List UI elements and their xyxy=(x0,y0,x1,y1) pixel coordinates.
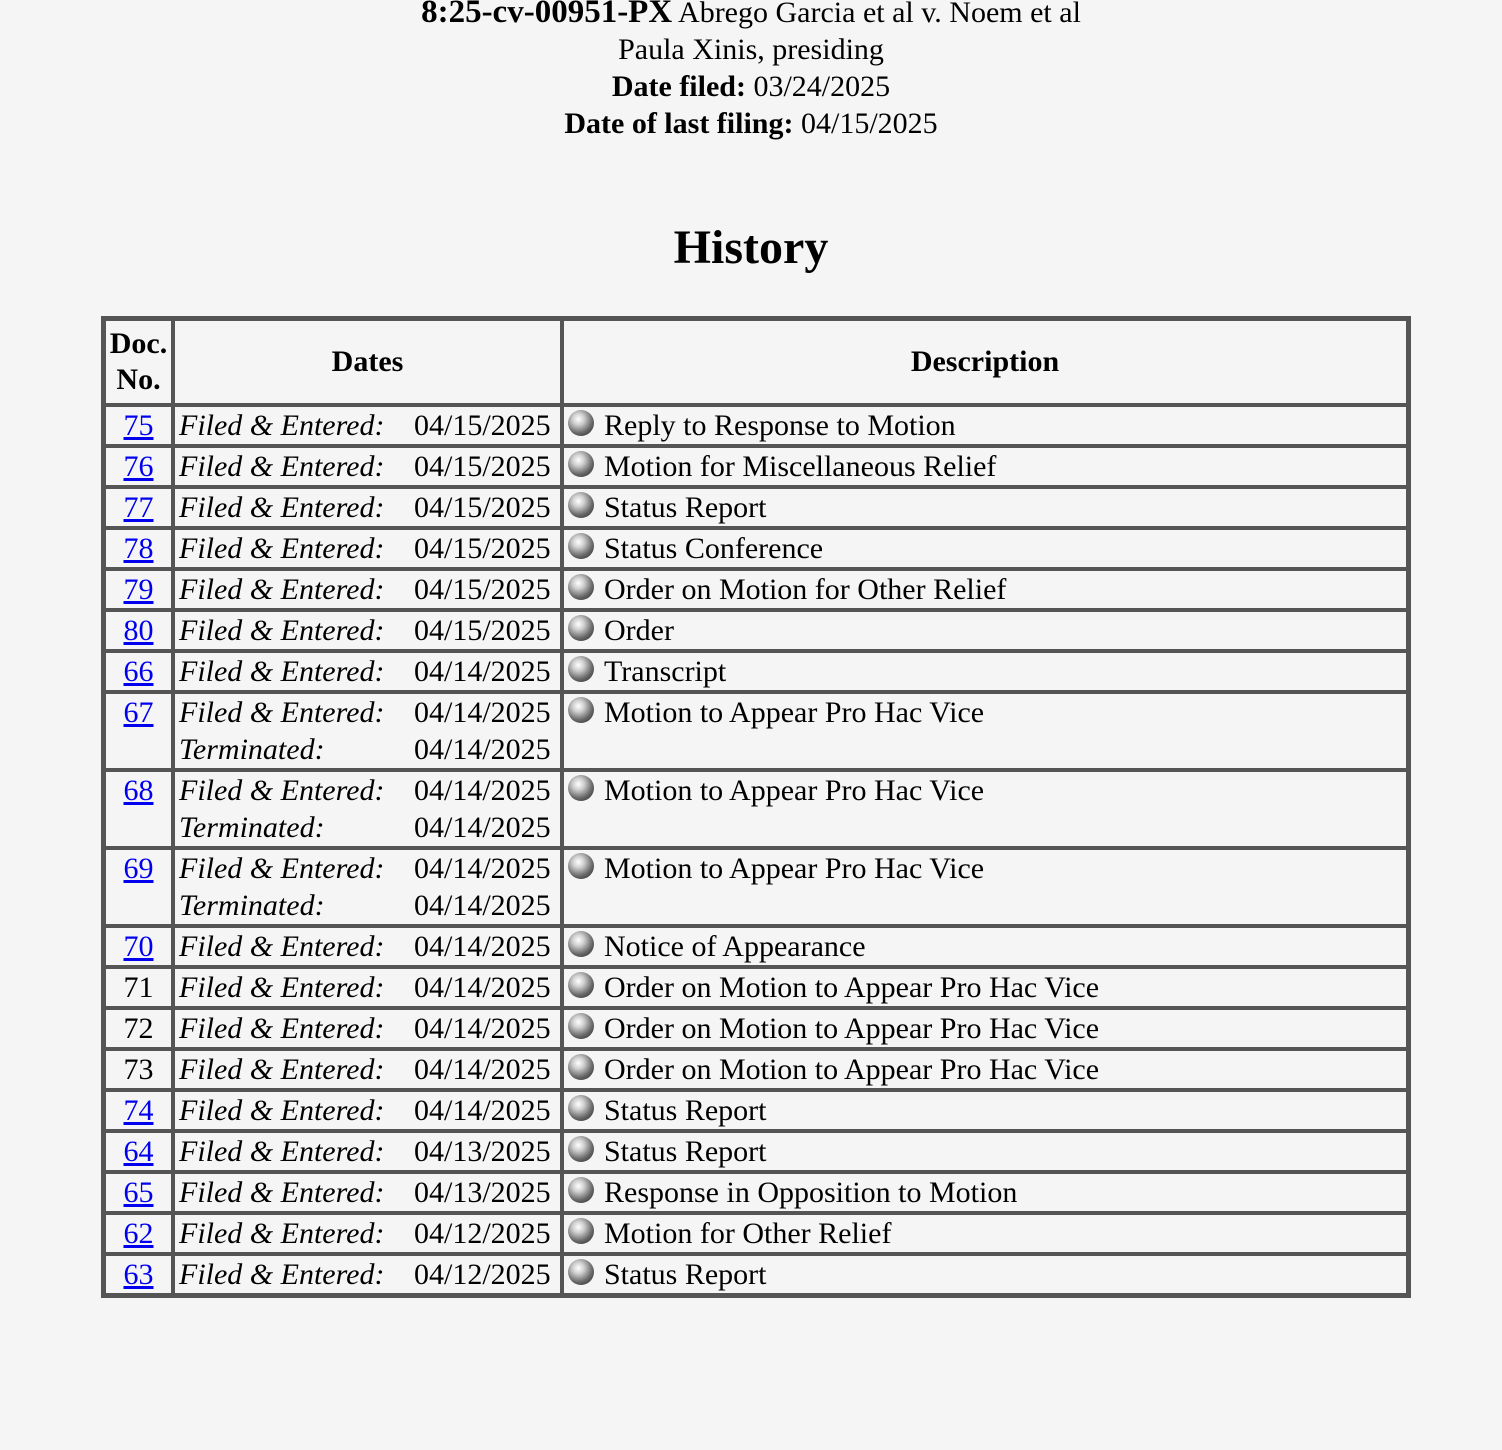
doc-no-cell xyxy=(104,1008,173,1049)
case-caption xyxy=(0,0,1502,31)
date-value: 04/14/2025 xyxy=(414,1094,551,1127)
doc-no-cell xyxy=(104,569,173,610)
description-text: Order on Motion to Appear Pro Hac Vice xyxy=(604,971,1100,1004)
doc-link[interactable]: 65 xyxy=(123,1176,154,1209)
description-cell xyxy=(562,569,1408,610)
table-row xyxy=(104,1213,1408,1254)
date-label: Filed & Entered: xyxy=(179,971,385,1004)
date-line xyxy=(179,448,556,485)
description-cell xyxy=(562,1008,1408,1049)
dates-cell xyxy=(173,651,562,692)
description-cell xyxy=(562,1131,1408,1172)
globe-icon[interactable] xyxy=(568,656,594,682)
globe-icon[interactable] xyxy=(568,1095,594,1121)
date-value: 04/12/2025 xyxy=(414,1258,551,1291)
globe-icon[interactable] xyxy=(568,1259,594,1285)
doc-link[interactable]: 70 xyxy=(123,930,154,963)
doc-no-cell xyxy=(104,1172,173,1213)
dates-cell xyxy=(173,926,562,967)
description-text: Reply to Response to Motion xyxy=(604,409,956,442)
doc-no-cell xyxy=(104,692,173,770)
date-value: 04/13/2025 xyxy=(414,1135,551,1168)
dates-cell xyxy=(173,848,562,926)
doc-link[interactable]: 69 xyxy=(123,852,154,885)
globe-icon[interactable] xyxy=(568,1136,594,1162)
doc-number: 71 xyxy=(123,971,154,1004)
doc-number: 73 xyxy=(123,1053,154,1086)
table-row xyxy=(104,1049,1408,1090)
table-row xyxy=(104,610,1408,651)
date-value: 04/14/2025 xyxy=(414,889,551,922)
doc-link[interactable]: 79 xyxy=(123,573,154,606)
dates-cell xyxy=(173,967,562,1008)
globe-icon[interactable] xyxy=(568,697,594,723)
date-value: 04/14/2025 xyxy=(414,971,551,1004)
date-value: 04/14/2025 xyxy=(414,655,551,688)
doc-link[interactable]: 80 xyxy=(123,614,154,647)
date-label: Filed & Entered: xyxy=(179,532,385,565)
date-last-filing-label: Date of last filing: xyxy=(564,107,794,140)
doc-no-cell xyxy=(104,1131,173,1172)
doc-no-cell xyxy=(104,848,173,926)
date-line xyxy=(179,530,556,567)
doc-no-header-line1: Doc. xyxy=(109,327,168,360)
date-label: Terminated: xyxy=(179,889,325,922)
description-text: Response in Opposition to Motion xyxy=(604,1176,1018,1209)
date-last-filing xyxy=(0,105,1502,142)
docket-body xyxy=(104,405,1408,1295)
date-line xyxy=(179,772,556,809)
date-line xyxy=(179,1256,556,1293)
dates-cell xyxy=(173,1213,562,1254)
globe-icon[interactable] xyxy=(568,410,594,436)
date-label: Filed & Entered: xyxy=(179,1094,385,1127)
doc-link[interactable]: 62 xyxy=(123,1217,154,1250)
date-label: Filed & Entered: xyxy=(179,409,385,442)
history-title: History xyxy=(673,221,829,274)
description-text: Status Conference xyxy=(604,532,824,565)
doc-no-cell xyxy=(104,770,173,848)
date-value: 04/14/2025 xyxy=(414,930,551,963)
date-label: Filed & Entered: xyxy=(179,774,385,807)
description-text: Status Report xyxy=(604,491,767,524)
date-filed-label: Date filed: xyxy=(611,70,746,103)
date-line xyxy=(179,653,556,690)
doc-link[interactable]: 77 xyxy=(123,491,154,524)
doc-no-header xyxy=(104,319,173,405)
table-row xyxy=(104,446,1408,487)
globe-icon[interactable] xyxy=(568,574,594,600)
description-cell xyxy=(562,651,1408,692)
description-cell xyxy=(562,1090,1408,1131)
date-line xyxy=(179,1174,556,1211)
doc-link[interactable]: 68 xyxy=(123,774,154,807)
description-cell xyxy=(562,926,1408,967)
date-line xyxy=(179,489,556,526)
table-row xyxy=(104,487,1408,528)
description-text: Motion for Miscellaneous Relief xyxy=(604,450,997,483)
description-text: Order on Motion for Other Relief xyxy=(604,573,1007,606)
table-row xyxy=(104,967,1408,1008)
date-filed-value: 03/24/2025 xyxy=(753,70,891,103)
globe-icon[interactable] xyxy=(568,533,594,559)
description-cell xyxy=(562,1172,1408,1213)
doc-no-header-line2: No. xyxy=(116,363,161,396)
description-cell xyxy=(562,1254,1408,1295)
date-label: Filed & Entered: xyxy=(179,1217,385,1250)
doc-link[interactable]: 74 xyxy=(123,1094,154,1127)
date-value: 04/14/2025 xyxy=(414,852,551,885)
table-row xyxy=(104,1090,1408,1131)
description-cell xyxy=(562,1213,1408,1254)
description-cell xyxy=(562,692,1408,770)
date-value: 04/13/2025 xyxy=(414,1176,551,1209)
doc-no-cell xyxy=(104,1049,173,1090)
description-text: Motion for Other Relief xyxy=(604,1217,892,1250)
date-line xyxy=(179,1215,556,1252)
case-number: 8:25-cv-00951-PX xyxy=(421,0,673,30)
date-value: 04/15/2025 xyxy=(414,491,551,524)
date-label: Terminated: xyxy=(179,733,325,766)
table-row xyxy=(104,848,1408,926)
description-text: Order on Motion to Appear Pro Hac Vice xyxy=(604,1053,1100,1086)
date-label: Filed & Entered: xyxy=(179,1176,385,1209)
table-row xyxy=(104,528,1408,569)
description-header: Description xyxy=(562,319,1408,405)
doc-link[interactable]: 76 xyxy=(123,450,154,483)
dates-cell xyxy=(173,692,562,770)
date-label: Filed & Entered: xyxy=(179,573,385,606)
date-line xyxy=(179,809,556,846)
description-cell xyxy=(562,1049,1408,1090)
table-row xyxy=(104,1131,1408,1172)
dates-cell xyxy=(173,446,562,487)
description-text: Order on Motion to Appear Pro Hac Vice xyxy=(604,1012,1100,1045)
table-row xyxy=(104,405,1408,446)
description-cell xyxy=(562,967,1408,1008)
table-row xyxy=(104,1172,1408,1213)
date-label: Filed & Entered: xyxy=(179,614,385,647)
table-row xyxy=(104,770,1408,848)
doc-no-cell xyxy=(104,610,173,651)
doc-no-cell xyxy=(104,967,173,1008)
globe-icon[interactable] xyxy=(568,853,594,879)
description-text: Motion to Appear Pro Hac Vice xyxy=(604,852,985,885)
date-line xyxy=(179,1092,556,1129)
globe-icon[interactable] xyxy=(568,615,594,641)
table-row xyxy=(104,1008,1408,1049)
date-label: Filed & Entered: xyxy=(179,450,385,483)
description-text: Motion to Appear Pro Hac Vice xyxy=(604,696,985,729)
description-cell xyxy=(562,770,1408,848)
description-cell xyxy=(562,487,1408,528)
dates-cell xyxy=(173,770,562,848)
table-row xyxy=(104,651,1408,692)
dates-cell xyxy=(173,1049,562,1090)
date-line xyxy=(179,1010,556,1047)
date-line xyxy=(179,694,556,731)
doc-link[interactable]: 78 xyxy=(123,532,154,565)
date-value: 04/15/2025 xyxy=(414,614,551,647)
description-cell xyxy=(562,528,1408,569)
globe-icon[interactable] xyxy=(568,931,594,957)
doc-link[interactable]: 67 xyxy=(123,696,154,729)
description-cell xyxy=(562,446,1408,487)
description-text: Status Report xyxy=(604,1135,767,1168)
date-label: Filed & Entered: xyxy=(179,1053,385,1086)
date-label: Filed & Entered: xyxy=(179,1258,385,1291)
date-line xyxy=(179,969,556,1006)
table-row xyxy=(104,692,1408,770)
doc-no-cell xyxy=(104,487,173,528)
description-cell xyxy=(562,405,1408,446)
description-text: Transcript xyxy=(604,655,727,688)
table-header-row xyxy=(104,319,1408,405)
dates-cell xyxy=(173,1131,562,1172)
dates-cell xyxy=(173,1090,562,1131)
doc-link[interactable]: 75 xyxy=(123,409,154,442)
description-text: Status Report xyxy=(604,1258,767,1291)
date-value: 04/14/2025 xyxy=(414,696,551,729)
dates-cell xyxy=(173,487,562,528)
globe-icon[interactable] xyxy=(568,1013,594,1039)
date-value: 04/15/2025 xyxy=(414,409,551,442)
doc-link[interactable]: 66 xyxy=(123,655,154,688)
date-line xyxy=(179,1051,556,1088)
date-line xyxy=(179,407,556,444)
dates-cell xyxy=(173,1172,562,1213)
doc-no-cell xyxy=(104,651,173,692)
date-value: 04/15/2025 xyxy=(414,532,551,565)
description-text: Order xyxy=(604,614,674,647)
doc-link[interactable]: 63 xyxy=(123,1258,154,1291)
table-row xyxy=(104,1254,1408,1295)
date-label: Filed & Entered: xyxy=(179,1135,385,1168)
description-text: Status Report xyxy=(604,1094,767,1127)
date-value: 04/14/2025 xyxy=(414,1012,551,1045)
dates-cell xyxy=(173,1008,562,1049)
doc-no-cell xyxy=(104,926,173,967)
date-value: 04/12/2025 xyxy=(414,1217,551,1250)
doc-number: 72 xyxy=(123,1012,154,1045)
dates-cell xyxy=(173,569,562,610)
globe-icon[interactable] xyxy=(568,1054,594,1080)
date-line xyxy=(179,731,556,768)
docket-history-table xyxy=(101,316,1411,1298)
doc-no-cell xyxy=(104,528,173,569)
date-filed xyxy=(0,68,1502,105)
dates-cell xyxy=(173,528,562,569)
dates-header: Dates xyxy=(173,319,562,405)
date-value: 04/15/2025 xyxy=(414,450,551,483)
doc-link[interactable]: 64 xyxy=(123,1135,154,1168)
date-label: Filed & Entered: xyxy=(179,1012,385,1045)
case-header xyxy=(0,0,1502,142)
presiding-judge: Paula Xinis, presiding xyxy=(618,33,884,66)
date-label: Filed & Entered: xyxy=(179,930,385,963)
globe-icon[interactable] xyxy=(568,775,594,801)
case-title: Abrego Garcia et al v. Noem et al xyxy=(678,0,1081,29)
date-label: Filed & Entered: xyxy=(179,491,385,524)
date-line xyxy=(179,612,556,649)
table-row xyxy=(104,926,1408,967)
table-row xyxy=(104,569,1408,610)
date-last-filing-value: 04/15/2025 xyxy=(800,107,938,140)
dates-cell xyxy=(173,610,562,651)
date-line xyxy=(179,571,556,608)
description-cell xyxy=(562,848,1408,926)
date-label: Filed & Entered: xyxy=(179,696,385,729)
doc-no-cell xyxy=(104,1090,173,1131)
date-value: 04/14/2025 xyxy=(414,1053,551,1086)
globe-icon[interactable] xyxy=(568,451,594,477)
description-cell xyxy=(562,610,1408,651)
globe-icon[interactable] xyxy=(568,972,594,998)
date-line xyxy=(179,850,556,887)
dates-cell xyxy=(173,1254,562,1295)
doc-no-cell xyxy=(104,1213,173,1254)
dates-cell xyxy=(173,405,562,446)
description-text: Notice of Appearance xyxy=(604,930,866,963)
globe-icon[interactable] xyxy=(568,1177,594,1203)
description-text: Motion to Appear Pro Hac Vice xyxy=(604,774,985,807)
globe-icon[interactable] xyxy=(568,1218,594,1244)
date-label: Terminated: xyxy=(179,811,325,844)
date-line xyxy=(179,887,556,924)
date-label: Filed & Entered: xyxy=(179,852,385,885)
globe-icon[interactable] xyxy=(568,492,594,518)
date-value: 04/14/2025 xyxy=(414,811,551,844)
date-value: 04/14/2025 xyxy=(414,733,551,766)
doc-no-cell xyxy=(104,1254,173,1295)
doc-no-cell xyxy=(104,446,173,487)
date-value: 04/15/2025 xyxy=(414,573,551,606)
date-line xyxy=(179,1133,556,1170)
date-value: 04/14/2025 xyxy=(414,774,551,807)
date-label: Filed & Entered: xyxy=(179,655,385,688)
doc-no-cell xyxy=(104,405,173,446)
date-line xyxy=(179,928,556,965)
